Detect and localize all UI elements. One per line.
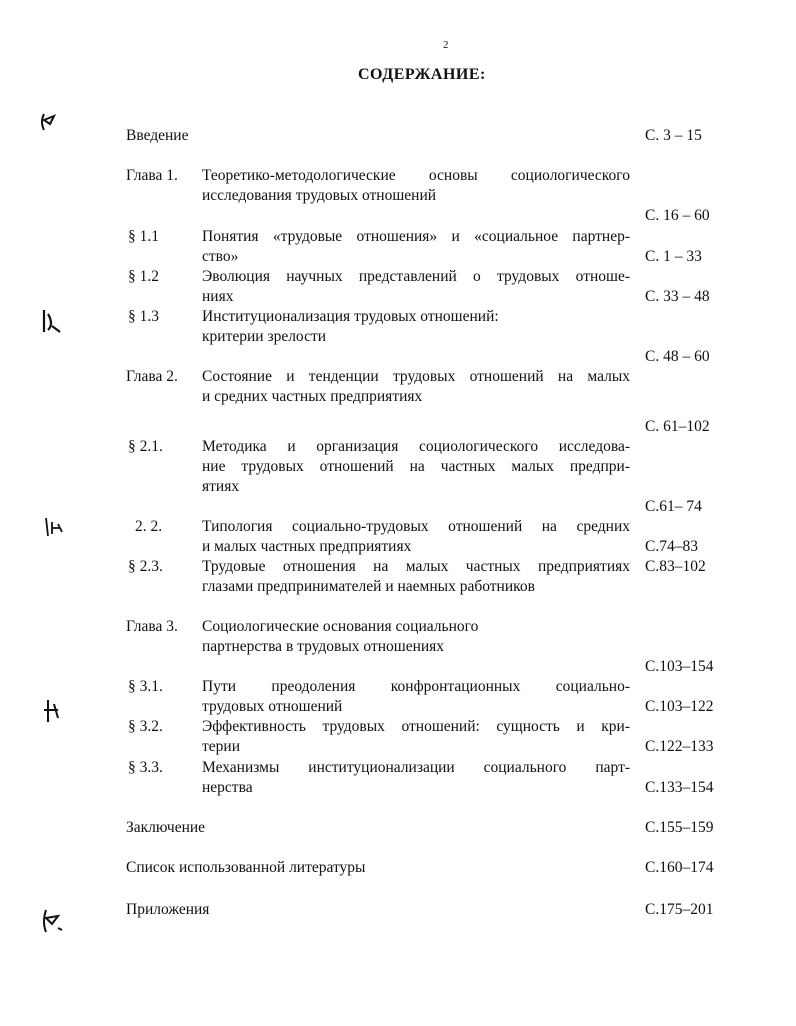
toc-s13-line1: Институционализация трудовых отношений: bbox=[202, 308, 499, 325]
toc-s12-label: § 1.2 bbox=[128, 268, 159, 285]
toc-s31-pages: С.103–122 bbox=[645, 698, 714, 715]
toc-s21-pages: С.61– 74 bbox=[645, 498, 702, 515]
toc-s22-line2: и малых частных предприятиях bbox=[202, 538, 412, 555]
toc-s32-pages: С.122–133 bbox=[645, 738, 714, 755]
toc-s22-line1: Типология социально-трудовых отношений на средних bbox=[202, 518, 630, 535]
toc-ch2-pages: С. 61–102 bbox=[645, 418, 710, 435]
toc-appendix-pages: С.175–201 bbox=[645, 901, 714, 918]
toc-ch3-label: Глава 3. bbox=[126, 618, 178, 635]
toc-appendix-label: Приложения bbox=[126, 901, 210, 918]
toc-s21-line3: ятиях bbox=[202, 478, 240, 495]
toc-conclusion-pages: С.155–159 bbox=[645, 819, 714, 836]
toc-s13-label: § 1.3 bbox=[128, 308, 159, 325]
toc-intro-label: Введение bbox=[126, 127, 189, 144]
toc-s13-pages: С. 48 – 60 bbox=[645, 348, 710, 365]
toc-ch2-line1: Состояние и тенденции трудовых отношений на малых bbox=[202, 368, 630, 385]
toc-ch1-line1: Теоретико-методологические основы социологического bbox=[202, 167, 630, 184]
toc-s22-pages: С.74–83 bbox=[645, 538, 698, 555]
binding-mark-4 bbox=[40, 696, 66, 726]
toc-s13-line2: критерии зрелости bbox=[202, 328, 327, 345]
toc-s23-line2: глазами предпринимателей и наемных работников bbox=[202, 578, 535, 595]
toc-s33-pages: С.133–154 bbox=[645, 779, 714, 796]
toc-s23-pages: С.83–102 bbox=[645, 558, 706, 575]
toc-s31-line2: трудовых отношений bbox=[202, 698, 343, 715]
toc-s33-label: § 3.3. bbox=[128, 759, 163, 776]
page-number: 2 bbox=[443, 39, 449, 51]
toc-s23-label: § 2.3. bbox=[128, 558, 163, 575]
toc-ch3-line1: Социологические основания социального bbox=[202, 618, 479, 635]
toc-s33-line2: нерства bbox=[202, 779, 253, 796]
toc-s11-label: § 1.1 bbox=[128, 228, 159, 245]
toc-s23-line1: Трудовые отношения на малых частных предприятиях bbox=[202, 558, 630, 575]
toc-s12-line2: ниях bbox=[202, 288, 234, 305]
toc-s11-line1: Понятия «трудовые отношения» и «социальное партнер- bbox=[202, 228, 630, 245]
toc-references-label: Список использованной литературы bbox=[126, 859, 366, 876]
toc-s11-line2: ство» bbox=[202, 248, 239, 265]
binding-mark-3 bbox=[40, 512, 66, 540]
toc-s21-line2: ние трудовых отношений на частных малых предпри- bbox=[202, 458, 630, 475]
toc-ch3-pages: С.103–154 bbox=[645, 658, 714, 675]
toc-s31-line1: Пути преодоления конфронтационных социально- bbox=[202, 678, 630, 695]
toc-s11-pages: С. 1 – 33 bbox=[645, 248, 702, 265]
toc-s32-label: § 3.2. bbox=[128, 718, 163, 735]
binding-mark-2 bbox=[38, 306, 64, 336]
toc-ch1-line2: исследования трудовых отношений bbox=[202, 187, 437, 204]
toc-s21-line1: Методика и организация социологического исследова- bbox=[202, 438, 630, 455]
toc-s32-line1: Эффективность трудовых отношений: сущность и кри- bbox=[202, 718, 630, 735]
toc-ch2-line2: и средних частных предприятиях bbox=[202, 388, 423, 405]
toc-s21-label: § 2.1. bbox=[128, 438, 163, 455]
binding-mark-5 bbox=[38, 906, 66, 936]
toc-ch1-pages: С. 16 – 60 bbox=[645, 207, 710, 224]
toc-s33-line1: Механизмы институционализации социального парт- bbox=[202, 759, 630, 776]
toc-s31-label: § 3.1. bbox=[128, 678, 163, 695]
toc-s12-line1: Эволюция научных представлений о трудовых отноше- bbox=[202, 268, 630, 285]
toc-references-pages: С.160–174 bbox=[645, 859, 714, 876]
binding-mark-1 bbox=[38, 110, 60, 134]
toc-ch1-label: Глава 1. bbox=[126, 167, 178, 184]
toc-ch2-label: Глава 2. bbox=[126, 368, 178, 385]
toc-conclusion-label: Заключение bbox=[126, 819, 206, 836]
page-title: СОДЕРЖАНИЕ: bbox=[358, 66, 486, 83]
toc-ch3-line2: партнерства в трудовых отношениях bbox=[202, 638, 445, 655]
toc-intro-pages: С. 3 – 15 bbox=[645, 127, 702, 144]
toc-s32-line2: терии bbox=[202, 738, 240, 755]
toc-s22-label: 2. 2. bbox=[135, 518, 163, 535]
toc-s12-pages: С. 33 – 48 bbox=[645, 288, 710, 305]
